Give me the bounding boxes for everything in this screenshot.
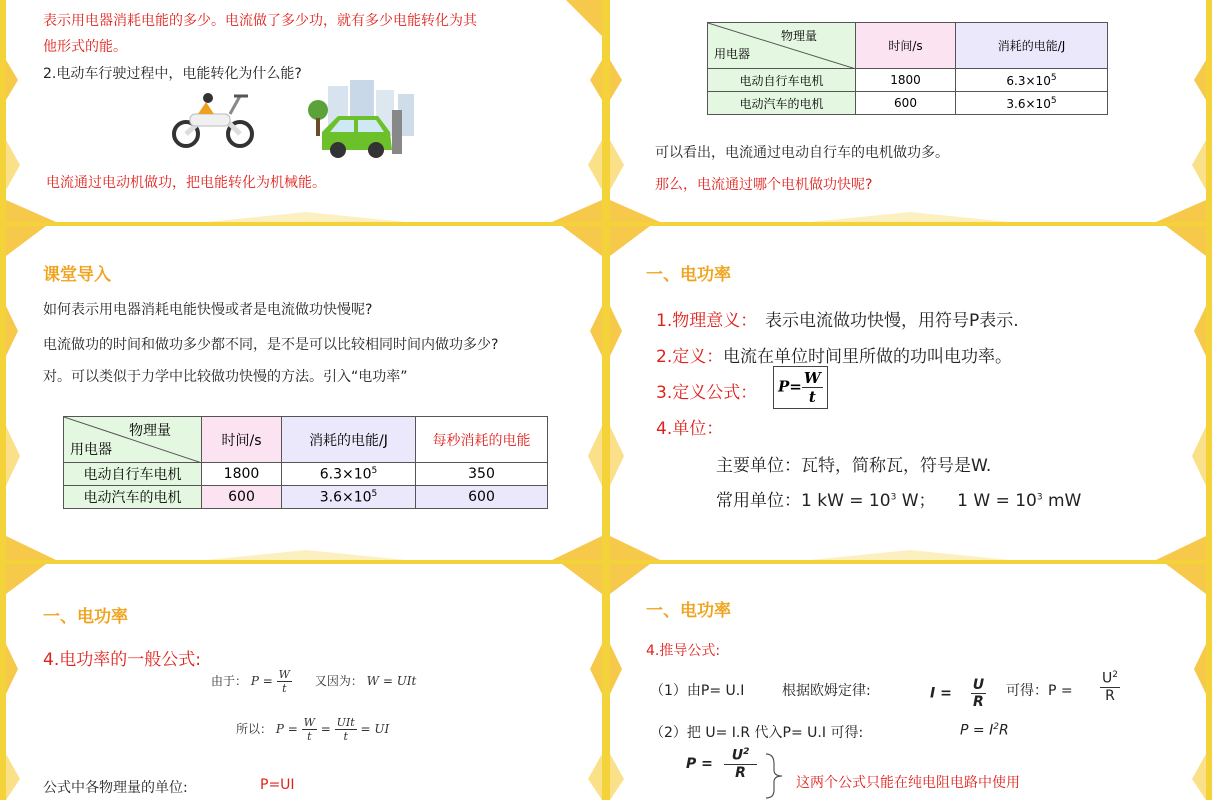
slide-title: 课堂导入	[43, 265, 111, 285]
table-cell: 电动自行车电机	[64, 463, 202, 486]
electric-car-image	[308, 80, 418, 160]
slide-3[interactable]	[6, 226, 602, 560]
general-formula-line-2: 所以： P = $\frac{W}{t}$ = $\frac{\text{UIt}}{t}$ = UI	[236, 716, 390, 743]
step-2-text: （2）把 U= I.R 代入P= U.I 可得:	[650, 725, 864, 741]
general-formula-line-1: 由于： P = $\frac{W}{t}$ 又因为： W = UIt	[211, 668, 417, 695]
table-cell: 600	[202, 486, 282, 509]
paragraph: 如何表示用电器消耗电能快慢或者是电流做功快慢呢?	[43, 302, 373, 318]
table-cell: 350	[416, 463, 548, 486]
paragraph: 电流做功的时间和做功多少都不同，是不是可以比较相同时间内做功多少?	[43, 337, 499, 353]
step-1-text: （1）由P= U.I	[650, 683, 745, 699]
slide-4[interactable]	[610, 226, 1206, 560]
column-header: 消耗的电能/J	[956, 23, 1108, 69]
item-label: 4.推导公式:	[646, 643, 721, 659]
ohm-formula: I = $\frac{U}{R}$	[930, 677, 985, 710]
paragraph: 对。可以类似于力学中比较做功快慢的方法。引入“电功率”	[43, 369, 408, 385]
item-label: 4.单位：	[656, 419, 724, 439]
ohm-law-text: 根据欧姆定律:	[782, 683, 871, 699]
usage-note: 这两个公式只能在纯电阻电路中使用	[796, 775, 1020, 791]
table-row	[708, 69, 1108, 92]
item-label: 4.电功率的一般公式:	[43, 650, 201, 670]
table-row	[64, 486, 548, 509]
table-cell: $6.3\times 10^5$	[956, 69, 1108, 92]
column-header: 消耗的电能/J	[282, 417, 416, 463]
table-cell: 1800	[202, 463, 282, 486]
table-cell: 电动自行车电机	[708, 69, 856, 92]
slide-1[interactable]	[6, 0, 602, 222]
item-text: 表示电流做功快慢，用符号P表示.	[765, 311, 1019, 331]
column-header: 每秒消耗的电能	[416, 417, 548, 463]
table-cell: 600	[416, 486, 548, 509]
question-text: 那么，电流通过哪个电机做功快呢?	[655, 177, 873, 193]
formula-p-u2-r: P = $\frac{U^2}{R}$	[686, 747, 757, 781]
item-label: 3.定义公式：	[656, 383, 758, 403]
header-bottom: 用电器	[714, 47, 751, 61]
question-text: 2.电动车行驶过程中，电能转化为什么能?	[43, 66, 302, 82]
data-table	[63, 416, 548, 509]
brace-icon	[762, 752, 786, 800]
table-cell: $3.6\times 10^5$	[956, 92, 1108, 115]
slide-5[interactable]	[6, 564, 602, 800]
column-header: 时间/s	[202, 417, 282, 463]
data-table	[707, 22, 1108, 115]
table-cell: 电动汽车的电机	[64, 486, 202, 509]
item-label: 2.定义：	[656, 347, 724, 367]
formula-p-i2r: $P = I^2R$	[960, 722, 1009, 739]
table-row	[64, 463, 548, 486]
slide-6[interactable]	[610, 564, 1206, 800]
result-formula: $\frac{U^2}{R}$	[1102, 670, 1118, 704]
table-cell: $6.3\times 10^5$	[282, 463, 416, 486]
table-cell: 1800	[856, 69, 956, 92]
header-bottom: 用电器	[70, 442, 112, 458]
table-cell: $3.6\times 10^5$	[282, 486, 416, 509]
electric-bicycle-image	[168, 88, 258, 150]
item-label: 1.物理意义：	[656, 311, 758, 331]
slide-2[interactable]	[610, 0, 1206, 222]
slide-title: 一、电功率	[43, 607, 128, 627]
common-unit-text: 常用单位：1 kW = $10^3$ W； 1 $W = 10^3$ mW	[716, 491, 1082, 511]
units-text: 公式中各物理量的单位:	[43, 780, 188, 796]
main-unit-text: 主要单位：瓦特，简称瓦，符号是W.	[716, 456, 992, 476]
header-top: 物理量	[129, 423, 171, 439]
formula-p-ui: P=UI	[260, 777, 295, 793]
header-top: 物理量	[780, 29, 817, 43]
table-cell: 电动汽车的电机	[708, 92, 856, 115]
answer-text: 电流通过电动机做功，把电能转化为机械能。	[46, 175, 326, 191]
conclusion-text: 可以看出，电流通过电动自行车的电机做功多。	[655, 145, 949, 161]
text-line: 他形式的能。	[43, 39, 127, 55]
item-text: 电流在单位时间里所做的功叫电功率。	[723, 347, 1012, 367]
result-text: 可得：P =	[1006, 683, 1073, 699]
table-header-cell	[64, 417, 202, 463]
table-header-cell	[708, 23, 856, 69]
table-cell: 600	[856, 92, 956, 115]
text-line: 表示用电器消耗电能的多少。电流做了多少功，就有多少电能转化为其	[43, 13, 477, 29]
slide-title: 一、电功率	[646, 265, 731, 285]
column-header: 时间/s	[856, 23, 956, 69]
slide-title: 一、电功率	[646, 601, 731, 621]
table-row	[708, 92, 1108, 115]
definition-formula: P= $\frac{W}{t}$	[773, 366, 828, 409]
